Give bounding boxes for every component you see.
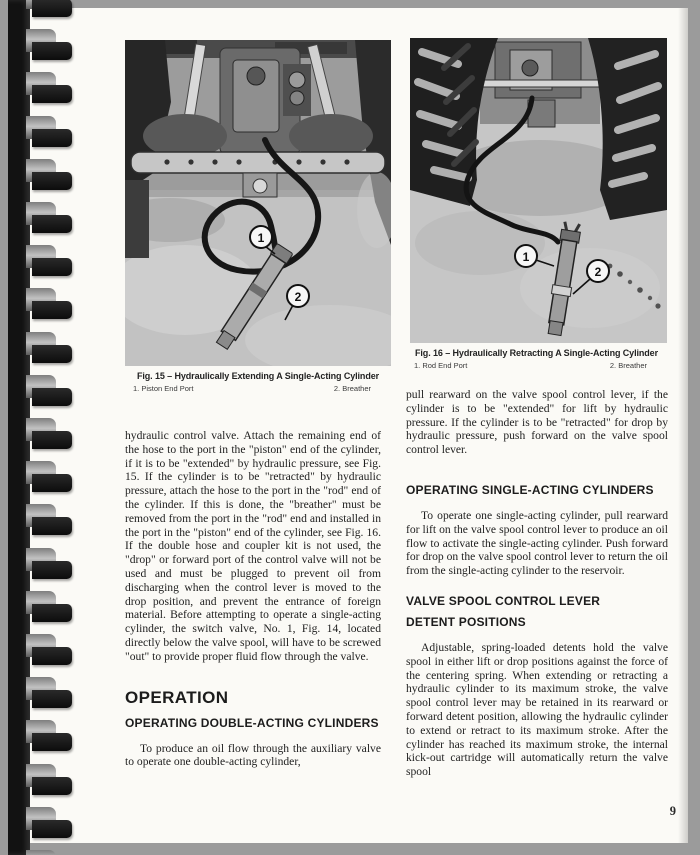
- callout-label-2: 2: [594, 265, 602, 279]
- binding-tooth: [8, 330, 80, 374]
- binding-clip: [32, 604, 72, 622]
- callout-label-2: 2: [294, 290, 302, 304]
- binding-clip: [32, 820, 72, 838]
- tractor-rear-photo-extending-cylinder: [125, 40, 391, 366]
- figure-15-legend-left: 1. Piston End Port: [133, 384, 194, 393]
- binding-ring: [26, 850, 56, 855]
- binding-tooth: [8, 114, 80, 158]
- binding-clip: [32, 42, 72, 60]
- heading-operating-single-acting: OPERATING SINGLE-ACTING CYLINDERS: [406, 482, 654, 497]
- right-text-column: [406, 388, 668, 779]
- paragraph-double-acting-intro: To produce an oil flow through the auxiliary valve to operate one double-acting cylinder,: [125, 741, 381, 769]
- figure-16-photo: [410, 38, 667, 343]
- figure-16-legend-right: 2. Breather: [609, 361, 647, 370]
- binding-tooth: [8, 286, 80, 330]
- page-number: 9: [669, 804, 676, 818]
- binding-tooth: [8, 502, 80, 546]
- binding-clip: [32, 647, 72, 665]
- paragraph-lever-directions: pull rearward on the valve spool control lever, if the cylinder is to be "extended" for lift by hydraulic pressure. If the cylinder is to be "retracted" for drop by hydraulic pressure, push forward on the valve spool control lever.: [406, 388, 668, 457]
- binding-clip: [32, 172, 72, 190]
- binding-clip: [32, 777, 72, 795]
- binding-tooth: [8, 0, 80, 28]
- binding-clip: [32, 474, 72, 492]
- heading-detent-positions: DETENT POSITIONS: [406, 614, 526, 629]
- figure-15-caption: [125, 371, 391, 393]
- binding-tooth: [8, 805, 80, 849]
- binding-clip: [32, 733, 72, 751]
- binding-clip: [32, 561, 72, 579]
- binding-clip: [32, 388, 72, 406]
- tractor-rear-photo-retracting-cylinder: [410, 38, 667, 343]
- comb-binding: [8, 0, 80, 855]
- binding-tooth: [8, 718, 80, 762]
- binding-tooth: [8, 70, 80, 114]
- paragraph-hose-instructions: hydraulic control valve. Attach the remaining end of the hose to the port in the "piston" end of the cylinder, if it is to be "extended" by hydraulic pressure, see Fig. 15. If the cylinder is to be "retracted" by hydraulic pressure, attach the hose to the port in the "rod" end of the cylinder. If this is done, the "breather" must be removed from the port in the "rod" end and installed in the port in the "piston" end of the cylinder, see Fig. 16. If the double hose and coupler kit is not used, the "drop" or forward port of the control valve will not be used and must be plugged to prevent oil from discharging when the control lever is moved to the drop position, and prevent the entrance of foreign material. Before attempting to operate a single-acting cylinder, the switch valve, No. 1, Fig. 14, located directly below the valve spool, will have to be screwed "out" to provide proper fluid flow through the valve.: [125, 429, 381, 663]
- callout-label-1: 1: [522, 250, 530, 264]
- binding-clip: [32, 0, 72, 17]
- binding-clip: [32, 129, 72, 147]
- binding-clip: [32, 85, 72, 103]
- heading-operating-double-acting: OPERATING DOUBLE-ACTING CYLINDERS: [125, 715, 379, 730]
- binding-tooth: [8, 200, 80, 244]
- figure-16-title: Fig. 16 – Hydraulically Retracting A Single-Acting Cylinder: [415, 348, 658, 358]
- binding-tooth: [8, 546, 80, 590]
- callout-label-1: 1: [257, 231, 265, 245]
- figure-15-photo: [125, 40, 391, 366]
- heading-operation: OPERATION: [125, 687, 229, 707]
- binding-tooth: [8, 848, 80, 855]
- binding-tooth: [8, 157, 80, 201]
- heading-valve-spool-lever: VALVE SPOOL CONTROL LEVER: [406, 593, 601, 608]
- binding-clip: [32, 345, 72, 363]
- binding-clip: [32, 215, 72, 233]
- figure-16-legend-left: 1. Rod End Port: [414, 361, 468, 370]
- paragraph-single-acting: To operate one single-acting cylinder, pull rearward for lift on the valve spool control lever to produce an oil flow to activate the single-acting cylinder. Push forward for drop on the valve spool control lever to return the oil from the single-acting cylinder to the reservoir.: [406, 508, 668, 578]
- paper-page: [8, 8, 688, 843]
- figure-15-legend-right: 2. Breather: [333, 384, 371, 393]
- figure-16-caption: [406, 348, 667, 370]
- binding-clip: [32, 258, 72, 276]
- binding-tooth: [8, 373, 80, 417]
- binding-tooth: [8, 459, 80, 503]
- binding-clip: [32, 517, 72, 535]
- figure-15-title: Fig. 15 – Hydraulically Extending A Single-Acting Cylinder: [136, 371, 380, 381]
- binding-tooth: [8, 632, 80, 676]
- binding-tooth: [8, 27, 80, 71]
- binding-clip: [32, 690, 72, 708]
- binding-tooth: [8, 243, 80, 287]
- binding-tooth: [8, 589, 80, 633]
- paragraph-detents: Adjustable, spring-loaded detents hold the valve spool in either lift or drop positions against the force of the centering spring. When extending or retracting a hydraulic cylinder to its maximum stroke, the valve spool control lever may be retained in its rearward or forward detent position, allowing the hydraulic cylinder to extend or retract to its maximum stroke. After the cylinder has reached its maximum stroke, the internal kick-out cartridge will automatically return the valve spool: [406, 640, 668, 779]
- binding-tooth: [8, 416, 80, 460]
- binding-clip: [32, 301, 72, 319]
- left-text-column: [125, 429, 381, 769]
- binding-tooth: [8, 675, 80, 719]
- binding-tooth: [8, 762, 80, 806]
- binding-clip: [32, 431, 72, 449]
